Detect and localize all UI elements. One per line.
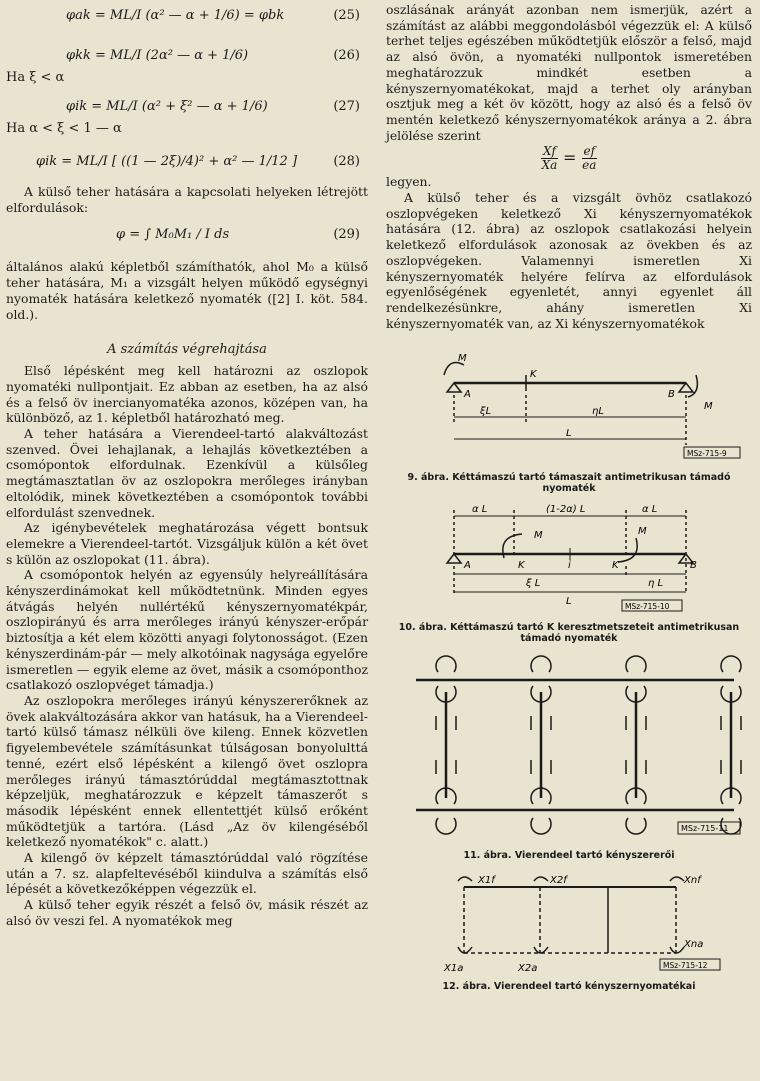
fig10-label-al2: α L [642,504,658,516]
fig10-label-l: L [566,596,572,608]
equation-27-number: (27) [333,99,360,114]
condition-1: Ha ξ < α [6,70,65,85]
ratio-lhs-den: Xa [541,158,558,173]
paragraph-external-load: A külső teher és a vizsgált övhöz csatlakozó oszlopvégeken keletkező Xi kényszernyomatékok hatására (12. ábra) az oszlopok csatlakozási helyein keletkező elfordulások azonosak az övekben és az oszlopvégeken. Valamennyi ismeretlen Xi kényszernyomaték helyére felírva az elfordulások egyenlőségének egyenletét, annyi egyenlet áll rendelkezésünkre, ahány ismeretlen Xi kényszernyomaték van, az Xi kényszernyomatékok [386,190,752,331]
paragraph-rotations: A külső teher hatására a kapcsolati helyeken létrejött elfordulások: [6,184,368,215]
equation-26-body: φkk = ML/I (2α² — α + 1/6) [66,48,249,63]
equation-28 [6,150,368,176]
ratio-rhs-num: ef [583,144,596,159]
condition-2: Ha α < ξ < 1 — α [6,121,122,136]
equation-25 [6,4,368,30]
fig12-label-xna: Xna [684,939,704,951]
paragraph-decompose: Az igénybevételek meghatározása végett bontsuk elemekre a Vierendeel-tartót. Vizsgáljuk külön a két övet s külön az oszlopokat (11. ábra). [6,520,368,567]
fig12-label-x2a: X2a [518,963,538,975]
equation-27 [6,95,368,121]
fig10-label-a: A [464,560,471,572]
paragraph-load-share: A külső teher egyik részét a felső öv, másik részét az alsó öv veszi fel. A nyomatékok meg [6,897,368,928]
figure-12-caption: 12. ábra. Vierendeel tartó kényszernyomatékai [442,981,696,993]
equation-28-body: φik = ML/I [ ((1 — 2ξ)/4)² + α² — 1/12 ] [36,154,298,169]
fig12-label-x1a: X1a [444,963,464,975]
figure-11 [386,650,752,848]
fig11-tag: MSz-715-11 [681,824,729,834]
figure-9-caption: 9. ábra. Kéttámaszú tartó támaszait antimetrikusan támadó nyomaték [407,472,731,495]
equation-26-number: (26) [333,48,360,63]
fig10-label-al1: α L [472,504,488,516]
fig12-tag: MSz-715-12 [663,961,708,971]
fig9-label-xil: ξL [480,406,492,418]
equation-26 [6,44,368,70]
fig10-label-mid: (1-2α) L [546,504,586,516]
fig12-label-x1f: X1f [478,875,495,887]
fig9-tag: MSz-715-9 [687,449,727,459]
left-column [6,0,368,929]
fig9-label-l: L [566,428,572,440]
paragraph-fixing: A kilengő öv képzelt támasztórúddal való rögzítése után a 7. sz. alapfeltevéséből kiindulva a számítás első lépését a következőképpen végezzük el. [6,850,368,897]
paragraph-distribution: oszlásának arányát azonban nem ismerjük, azért a számítást az alábbi meggondolásból végezzük el: A külső terhet teljes egészében működtetjük először a felső, majd az alsó övön, a nyomatéki nullpontok ismeretében meghatározzuk mindkét esetben a kényszernyomatékokat, majd a terhet oly arányban osztjuk meg a két öv között, hogy az alsó és a felső öv mentén keletkező kényszernyomatékok aránya a 2. ábra jelölése szerint [386,2,752,143]
fig10-label-i: i [568,560,571,572]
figure-11-caption: 11. ábra. Vierendeel tartó kényszererői [463,850,675,862]
fig9-label-etal: ηL [592,406,604,418]
equation-29 [6,223,368,249]
paragraph-first-step: Első lépésként meg kell határozni az oszlopok nyomatéki nullpontjait. Ez abban az esetben, ha az alsó és a felső öv inercianyomatéka azonos, középen van, ha különböző, az 1. képletből határozható meg. [6,363,368,426]
fig10-label-k1: K [518,560,525,572]
paragraph-legyen: legyen. [386,174,432,190]
fig12-label-x2f: X2f [550,875,567,887]
figure-12 [386,867,752,979]
fig10-label-xil: ξ L [526,578,541,590]
fig9-label-b: B [668,389,675,401]
fig9-label-k: K [530,369,537,381]
section-heading: A számítás végrehajtása [107,342,267,358]
ratio-lhs-num: Xf [542,144,556,159]
right-column [386,0,752,994]
fig9-label-m1: M [458,353,467,365]
fig9-label-a: A [464,389,471,401]
fig10-tag: MSz-715-10 [625,602,670,612]
paragraph-constraint-dynamics: A csomópontok helyén az egyensúly helyreállítására kényszerdinámokat kell működtetnünk. Minden egyes átvágás helyén nullértékű kényszernyomatékpár, oszlopirányú és arra merőleges irányú kényszer-erőpár biztosítja a két elem közötti anyagi folytonosságot. (Ezen kényszerdinám-pár — mely alkotóinak nagysága egyelőre ismeretlen — egyik eleme az övet, másik a csomóponthoz csatlakozó oszlopvéget támadja.) [6,567,368,693]
fig10-label-k2: K [612,560,619,572]
equation-25-number: (25) [333,8,360,23]
figure-10 [386,502,752,620]
figure-10-caption: 10. ábra. Kéttámaszú tartó K keresztmetszeteit antimetrikusan támadó nyomaték [398,622,740,645]
paragraph-perpendicular-forces: Az oszlopokra merőleges irányú kényszererőknek az övek alakváltozására akkor van hatásuk, ha a Vierendeel-tartó külső támasz nélküli öve kileng. Ennek közvetlen figyelembevétele számításunkat túlságosan bonyolulttá tenné, ezért első lépésként a kilengő övet oszlopra merőleges irányú támasztórúddal megtámasztottnak képzeljük, meghatározzuk e képzelt támaszerőt s második lépésként ennek ellentettjét külső erőként működtetjük a tartóra. (Lásd „Az öv kilengéséből keletkező nyomatékok" c. alatt.) [6,692,368,850]
fig10-label-m2: M [638,526,647,538]
fig10-label-b: B [690,560,697,572]
figure-9 [386,345,752,470]
equation-25-body: φak = ML/I (α² — α + 1/6) = φbk [66,8,285,23]
fig10-label-m1: M [534,530,543,542]
equation-ratio: $\frac{Xf}{Xa}$ = $\frac{ef}{ea}$ [541,144,597,173]
fig10-label-etal: η L [648,578,664,590]
equation-29-body: φ = ∫ M₀M₁ / I ds [116,227,230,243]
fig9-label-m2: M [704,401,713,413]
paragraph-general-formula: általános alakú képletből számíthatók, ahol M₀ a külső teher hatására, M₁ a vizsgált helyen működő egységnyi nyomaték hatására keletkező nyomaték ([2] I. köt. 584. old.). [6,259,368,322]
equation-29-number: (29) [333,227,360,243]
fig12-label-xnf: Xnf [684,875,701,887]
ratio-rhs-den: ea [582,158,597,173]
equation-27-body: φik = ML/I (α² + ξ² — α + 1/6) [66,99,268,114]
equation-28-number: (28) [333,154,360,169]
paragraph-deformation: A teher hatására a Vierendeel-tartó alakváltozást szenved. Övei lehajlanak, a lehajlás következtében a csomópontok elfordulnak. Ezenkívül a külsőleg megtámasztatlan öv az oszlopokra merőleges irányban eltolódik, minek következtében a csomópontok további elfordulást szenvednek. [6,426,368,520]
